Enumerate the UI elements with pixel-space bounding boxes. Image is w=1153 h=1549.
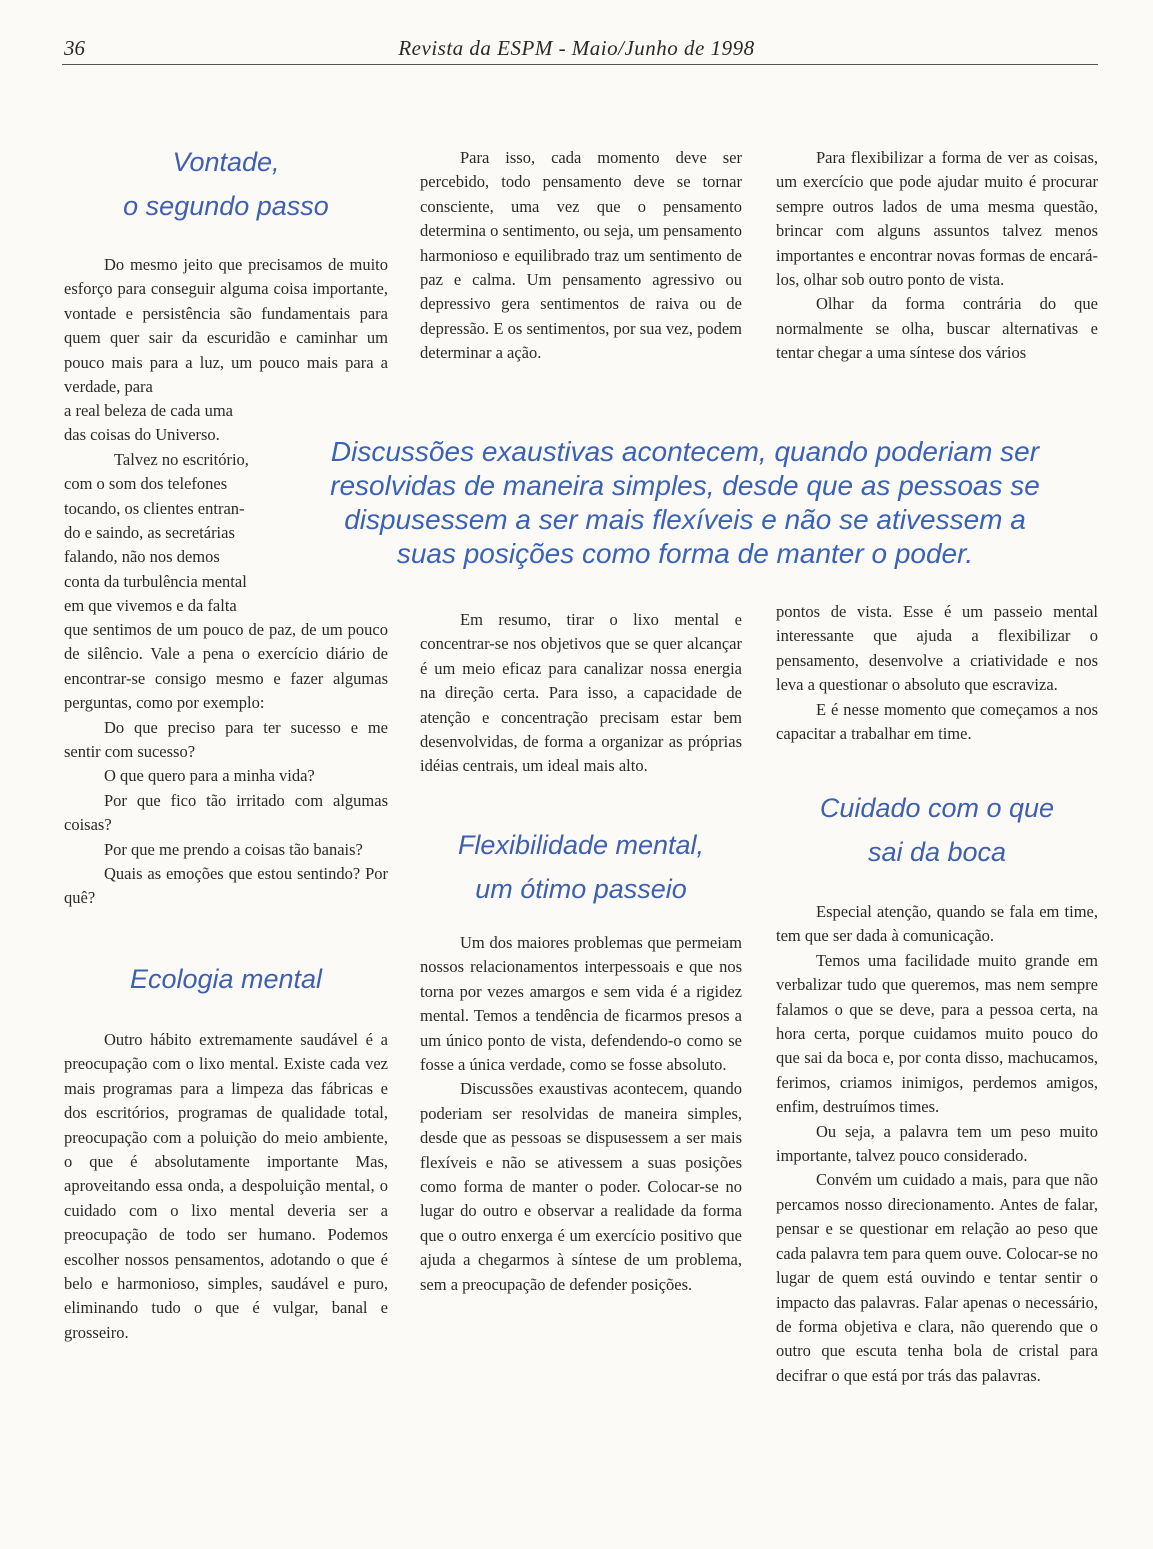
text-line: com o som dos telefones (64, 474, 228, 494)
right-column-lower (776, 600, 1098, 746)
heading-vontade (62, 140, 390, 228)
publication-title: Revista da ESPM - Maio/Junho de 1998 (398, 36, 755, 60)
pull-quote (290, 435, 1080, 571)
heading-ecologia (62, 957, 390, 1001)
middle-column-lower (420, 608, 742, 779)
left-column-lower (64, 618, 388, 911)
text-line: das coisas do Universo. (64, 425, 220, 445)
heading-line: Flexibilidade mental, (457, 830, 705, 860)
middle-column-upper (420, 146, 742, 366)
paragraph: Discussões exaustivas acontecem, quando poderiam ser resolvidas de maneira simples, desde que as pessoas se dispusessem a ser mais flexíveis e não se ativessem a suas posições como forma de manter o poder. Colocar-se no lugar do outro e observar a realidade da forma que o outro enxerga é um exercício positivo que ajuda a chegarmos à síntese de um problema, sem a preocupação de defender posições. (420, 1079, 742, 1294)
paragraph: Especial atenção, quando se fala em time, tem que ser dada à comunicação. (776, 902, 1098, 946)
question: Do que preciso para ter sucesso e me sentir com sucesso? (64, 717, 388, 762)
heading-line: o segundo passo (123, 191, 329, 221)
paragraph: Para flexibilizar a forma de ver as coisas, um exercício que pode ajudar muito é procurar sempre outros lados de uma mesma questão, brincar com alguns assuntos talvez menos importantes e encontrar novas formas de encará-los, olhar sob outro ponto de vista. (776, 148, 1098, 290)
left-column-bottom (64, 1028, 388, 1345)
paragraph: pontos de vista. Esse é um passeio mental interessante que ajuda a flexibilizar o pensamento, desenvolve a criatividade e nos leva a questionar o absoluto que escraviza. (776, 602, 1098, 695)
text-line: falando, não nos demos (64, 547, 220, 567)
question: Quais as emoções que estou sentindo? Por quê? (64, 864, 388, 908)
heading-line: sai da boca (867, 837, 1007, 867)
heading-cuidado (776, 786, 1098, 874)
paragraph: Olhar da forma contrária do que normalmente se olha, buscar alternativas e tentar chegar a uma síntese dos vários (776, 294, 1098, 363)
paragraph: Outro hábito extremamente saudável é a preocupação com o lixo mental. Existe cada vez mais programas para a limpeza das fábricas e dos escritórios, programas de qualidade total, preocupação com a poluição do meio ambiente, o que é absolutamente importante Mas, aproveitando essa onda, a despoluição mental, o cuidado com o lixo mental deveria ser a preocupação de todo ser humano. Podemos escolher nossos pensamentos, adotando o que é belo e harmonioso, simples, saudável e puro, eliminando tudo o que é vulgar, banal e grosseiro. (64, 1030, 388, 1342)
heading-line: Ecologia mental (129, 964, 323, 994)
text-line: conta da turbulência mental (64, 571, 247, 591)
text-line: Talvez no escritório, (114, 449, 249, 469)
heading-line: Cuidado com o que (819, 793, 1055, 823)
text-line: do e saindo, as secretárias (64, 523, 235, 543)
pull-quote-line: resolvidas de maneira simples, desde que as pessoas se (330, 470, 1040, 501)
question: O que quero para a minha vida? (104, 766, 315, 786)
left-column-narrow (64, 399, 276, 619)
heading-line: um ótimo passeio (475, 874, 687, 904)
text-line: tocando, os clientes entran- (64, 498, 245, 518)
pull-quote-line: suas posições como forma de manter o poder. (396, 538, 974, 569)
question: Por que fico tão irritado com algumas coisas? (64, 790, 388, 835)
text-line: a real beleza de cada uma (64, 401, 234, 420)
paragraph: Um dos maiores problemas que permeiam nossos relacionamentos interpessoais e que nos torna por vezes amargos e sem vida é a rigidez mental. Temos a tendência de ficarmos presos a um único ponto de vista, defendendo-o como se fosse a única verdade, como se fosse absoluto. (420, 933, 742, 1075)
paragraph: Convém um cuidado a mais, para que não percamos nosso direcionamento. Antes de falar, pensar e se questionar em relação ao peso que cada palavra tem para quem ouve. Colocar-se no lugar de quem está ouvindo e tentar sentir o impacto das palavras. Falar apenas o necessário, de forma objetiva e clara, não querendo que o outro que escuta tenha bola de cristal para decifrar o que está por trás das palavras. (776, 1170, 1098, 1385)
pull-quote-line: dispusessem a ser mais flexíveis e não se ativessem a (344, 504, 1026, 535)
page-number: 36 (64, 36, 85, 60)
paragraph: E é nesse momento que começamos a nos capacitar a trabalhar em time. (776, 699, 1098, 744)
heading-line: Vontade, (172, 147, 280, 177)
middle-column-bottom (420, 931, 742, 1297)
paragraph: Em resumo, tirar o lixo mental e concentrar-se nos objetivos que se quer alcançar é um meio eficaz para canalizar nossa energia na direção certa. Para isso, a capacidade de atenção e concentração precisam estar bem desenvolvidas, de forma a organizar as próprias idéias centrais, um ideal mais alto. (420, 610, 742, 776)
paragraph: Temos uma facilidade muito grande em verbalizar tudo que queremos, mas nem sempre falamos o que se deve, para a pessoa certa, na hora certa, porque cuidamos muito pouco do que sai da boca e, por conta disso, machucamos, ferimos, criamos inimigos, perdemos amigos, enfim, destruímos times. (776, 950, 1098, 1117)
paragraph: Ou seja, a palavra tem um peso muito importante, talvez pouco considerado. (776, 1121, 1098, 1166)
header-divider (62, 64, 1098, 65)
left-column-upper (64, 253, 388, 399)
right-column-upper (776, 146, 1098, 366)
right-column-bottom (776, 900, 1098, 1388)
text-line: em que vivemos e da falta (64, 596, 237, 616)
heading-flexibilidade (418, 823, 744, 911)
pull-quote-line: Discussões exaustivas acontecem, quando poderiam ser (330, 436, 1040, 467)
paragraph: Para isso, cada momento deve ser percebido, todo pensamento deve se tornar consciente, uma vez que o pensamento determina o sentimento, ou seja, um pensamento harmonioso e equilibrado traz um sentimento de paz e calma. Um pensamento agressivo ou depressivo gera sentimentos de raiva ou de depressão. E os sentimentos, por sua vez, podem determinar a ação. (420, 148, 742, 363)
paragraph: Do mesmo jeito que precisamos de muito esforço para conseguir alguma coisa importante, vontade e persistência são fundamentais para quem quer sair da escuridão e caminhar um pouco mais para a luz, um pouco mais para a verdade, para (64, 255, 388, 397)
question: Por que me prendo a coisas tão banais? (104, 839, 363, 859)
paragraph: que sentimos de um pouco de paz, de um pouco de silêncio. Vale a pena o exercício diário de encontrar-se consigo mesmo e fazer algumas perguntas, como por exemplo: (64, 620, 388, 713)
